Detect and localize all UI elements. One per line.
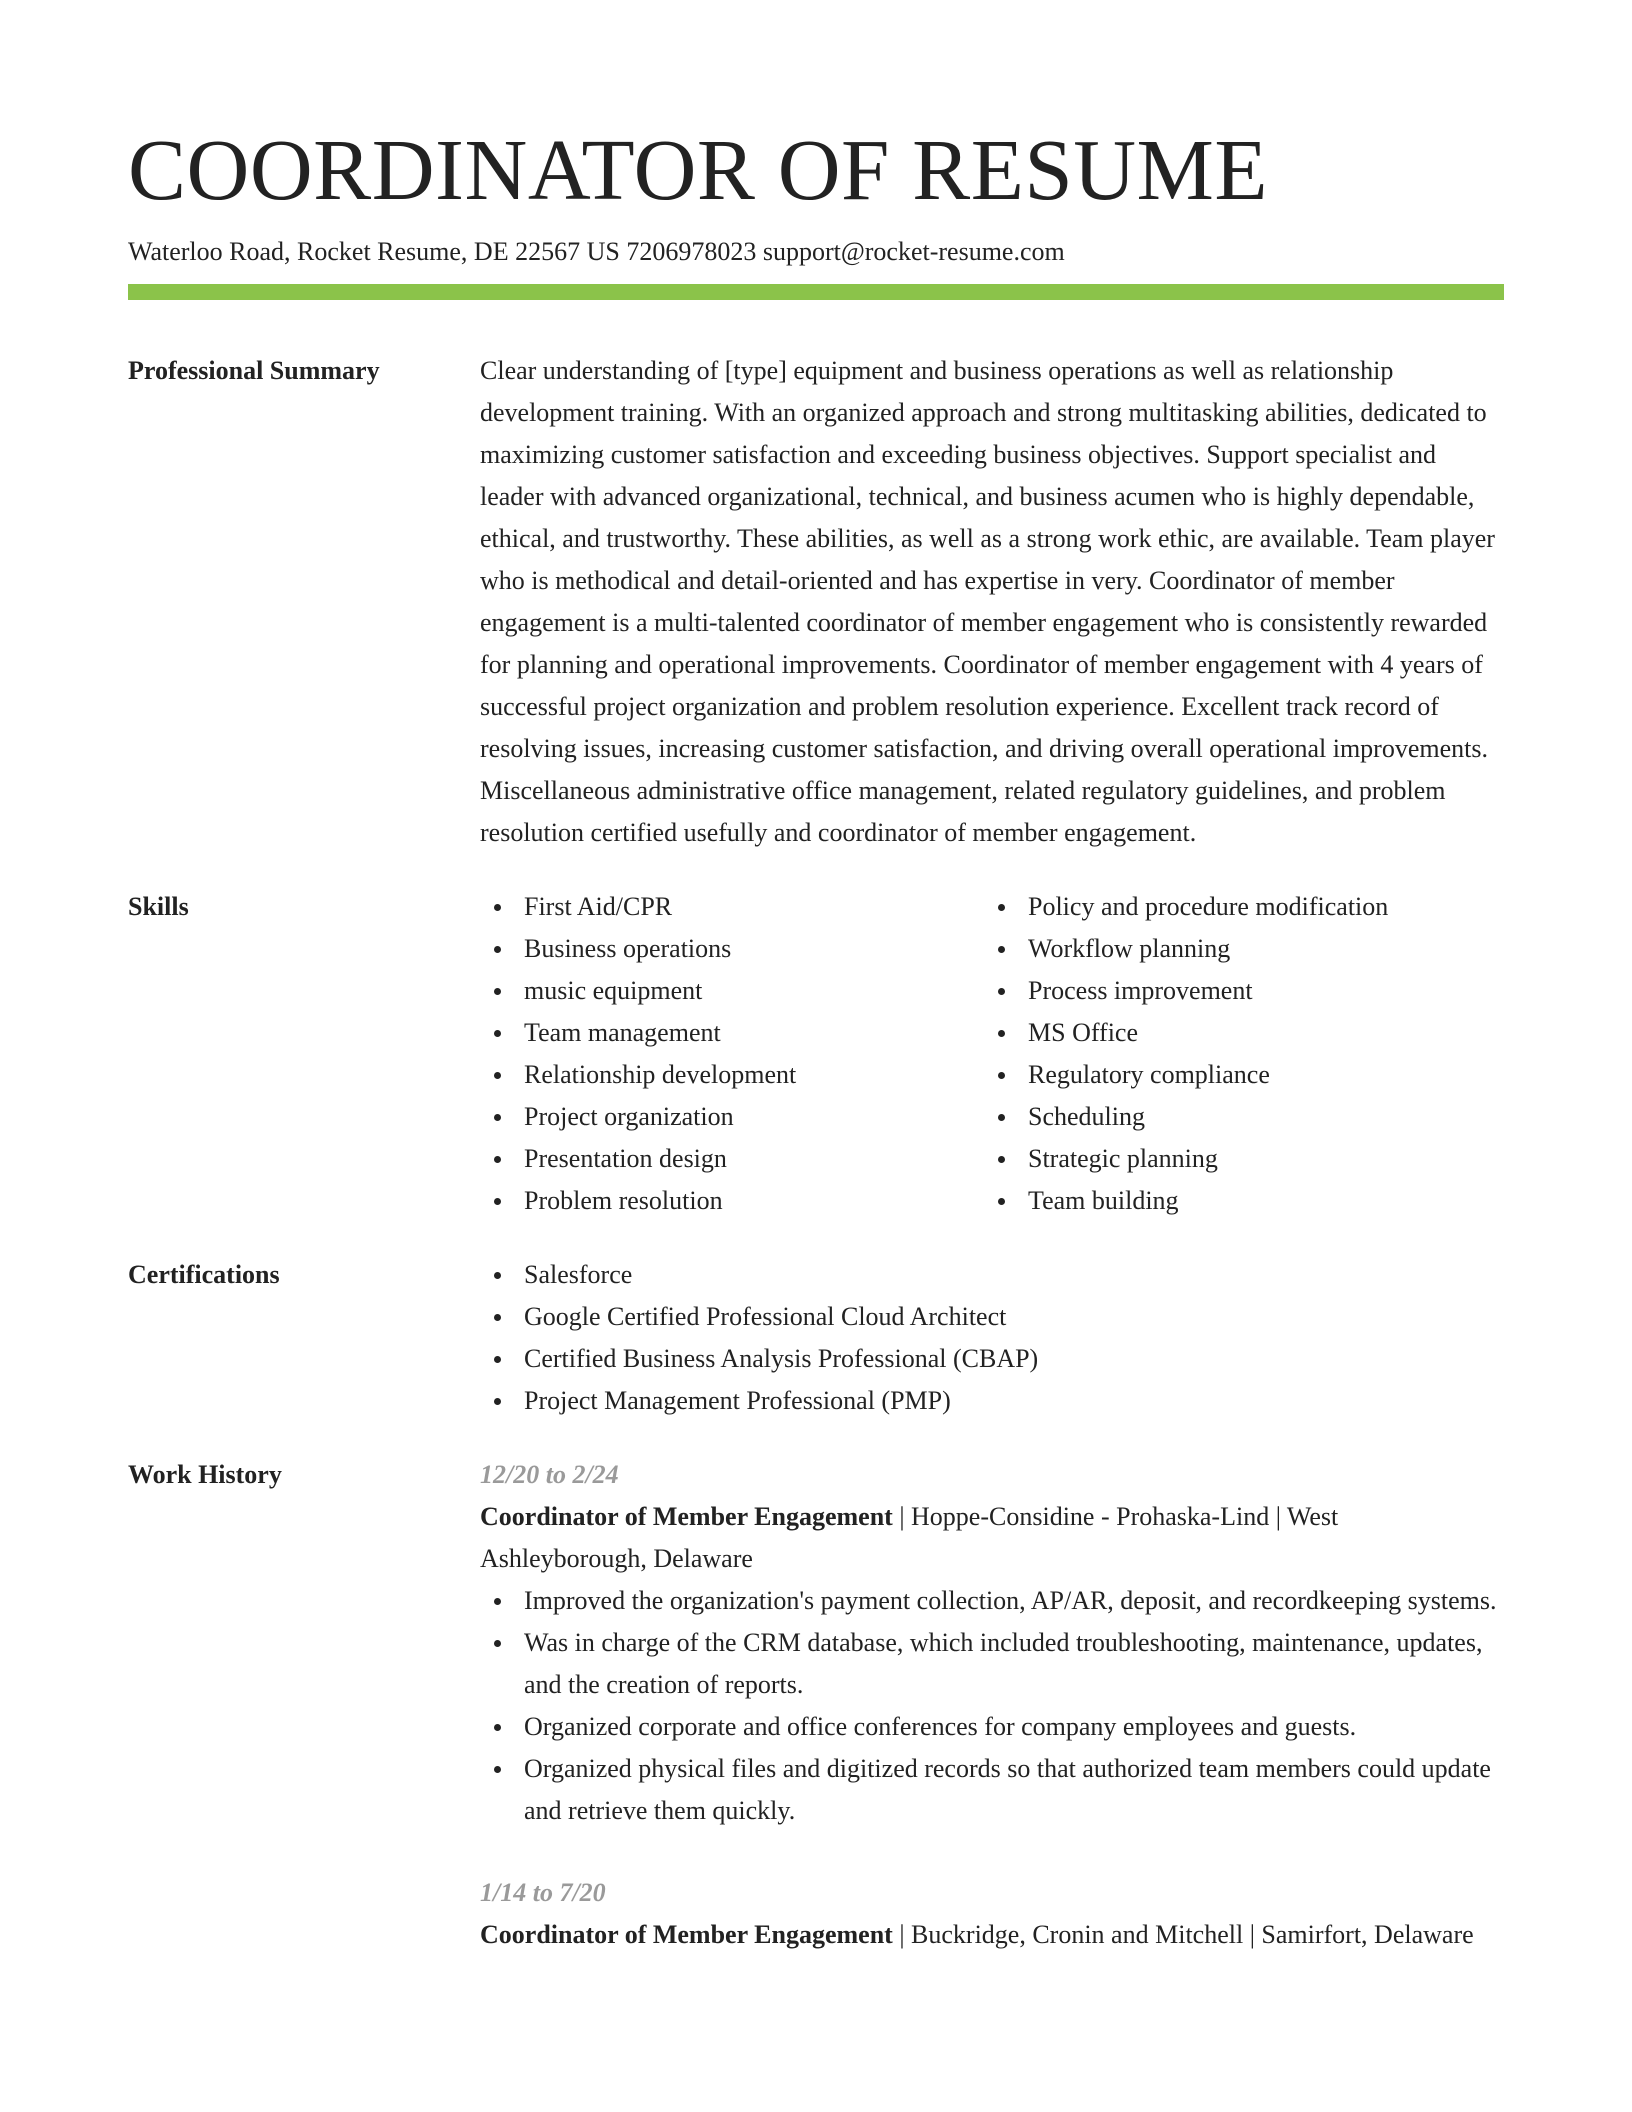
job-entry bbox=[480, 1454, 1504, 1832]
job-title: Coordinator of Member Engagement bbox=[480, 1920, 893, 1949]
skill-item: Project organization bbox=[480, 1096, 984, 1138]
job-heading bbox=[480, 1914, 1504, 1956]
skill-item: Regulatory compliance bbox=[984, 1054, 1504, 1096]
skills-list-right bbox=[984, 886, 1504, 1222]
skill-item: Workflow planning bbox=[984, 928, 1504, 970]
skill-item: Scheduling bbox=[984, 1096, 1504, 1138]
job-duty: Improved the organization's payment collection, AP/AR, deposit, and recordkeeping systems. bbox=[480, 1580, 1504, 1622]
skill-item: Business operations bbox=[480, 928, 984, 970]
skill-item: Strategic planning bbox=[984, 1138, 1504, 1180]
section-title: Professional Summary bbox=[128, 356, 380, 385]
job-heading bbox=[480, 1496, 1504, 1580]
skill-item: Problem resolution bbox=[480, 1180, 984, 1222]
job-entry bbox=[480, 1872, 1504, 1956]
summary-section bbox=[128, 350, 1504, 854]
job-duty: Organized corporate and office conferences for company employees and guests. bbox=[480, 1706, 1504, 1748]
summary-text: Clear understanding of [type] equipment and business operations as well as relationship development training. With an organized approach and strong multitasking abilities, dedicated to maximizing customer satisfaction and exceeding business objectives. Support specialist and leader with advanced organizational, technical, and business acumen who is highly dependable, ethical, and trustworthy. These abilities, as well as a strong work ethic, are available. Team player who is methodical and detail-oriented and has expertise in very. Coordinator of member engagement is a multi-talented coordinator of member engagement who is consistently rewarded for planning and operational improvements. Coordinator of member engagement with 4 years of successful project organization and problem resolution experience. Excellent track record of resolving issues, increasing customer satisfaction, and driving overall operational improvements. Miscellaneous administrative office management, related regulatory guidelines, and problem resolution certified usefully and coordinator of member engagement. bbox=[480, 356, 1495, 847]
section-title: Skills bbox=[128, 892, 189, 921]
resume-page bbox=[128, 0, 1504, 1956]
skill-item: Team building bbox=[984, 1180, 1504, 1222]
accent-divider bbox=[128, 284, 1504, 300]
skill-item: MS Office bbox=[984, 1012, 1504, 1054]
job-employer-location: | Buckridge, Cronin and Mitchell | Samirfort, Delaware bbox=[892, 1920, 1474, 1949]
job-duties-list bbox=[480, 1580, 1504, 1832]
resume-name: COORDINATOR OF RESUME bbox=[128, 121, 1269, 218]
skill-item: Relationship development bbox=[480, 1054, 984, 1096]
certifications-body bbox=[480, 1254, 1504, 1422]
job-dates: 1/14 to 7/20 bbox=[480, 1878, 606, 1907]
certification-item: Salesforce bbox=[480, 1254, 1504, 1296]
skill-item: Policy and procedure modification bbox=[984, 886, 1504, 928]
job-dates: 12/20 to 2/24 bbox=[480, 1460, 619, 1489]
certification-item: Google Certified Professional Cloud Architect bbox=[480, 1296, 1504, 1338]
skills-columns bbox=[480, 886, 1504, 1222]
job-duty: Was in charge of the CRM database, which included troubleshooting, maintenance, updates, and the creation of reports. bbox=[480, 1622, 1504, 1706]
certification-item: Project Management Professional (PMP) bbox=[480, 1380, 1504, 1422]
job-title: Coordinator of Member Engagement bbox=[480, 1502, 893, 1531]
certification-item: Certified Business Analysis Professional (CBAP) bbox=[480, 1338, 1504, 1380]
certifications-section bbox=[128, 1254, 1504, 1422]
skills-section bbox=[128, 886, 1504, 1222]
skill-item: Team management bbox=[480, 1012, 984, 1054]
certifications-list bbox=[480, 1254, 1504, 1422]
contact-line: Waterloo Road, Rocket Resume, DE 22567 US 7206978023 support@rocket-resume.com bbox=[128, 237, 1065, 266]
skill-item: Presentation design bbox=[480, 1138, 984, 1180]
skill-item: Process improvement bbox=[984, 970, 1504, 1012]
skills-list-left bbox=[480, 886, 984, 1222]
work-history-section bbox=[128, 1454, 1504, 1956]
section-title: Certifications bbox=[128, 1260, 280, 1289]
section-title: Work History bbox=[128, 1460, 282, 1489]
skill-item: music equipment bbox=[480, 970, 984, 1012]
work-history-body bbox=[480, 1454, 1504, 1956]
job-employer-location: | Hoppe-Considine - Prohaska-Lind | West Ashleyborough, Delaware bbox=[480, 1502, 1339, 1573]
skill-item: First Aid/CPR bbox=[480, 886, 984, 928]
job-duty: Organized physical files and digitized records so that authorized team members could update and retrieve them quickly. bbox=[480, 1748, 1504, 1832]
